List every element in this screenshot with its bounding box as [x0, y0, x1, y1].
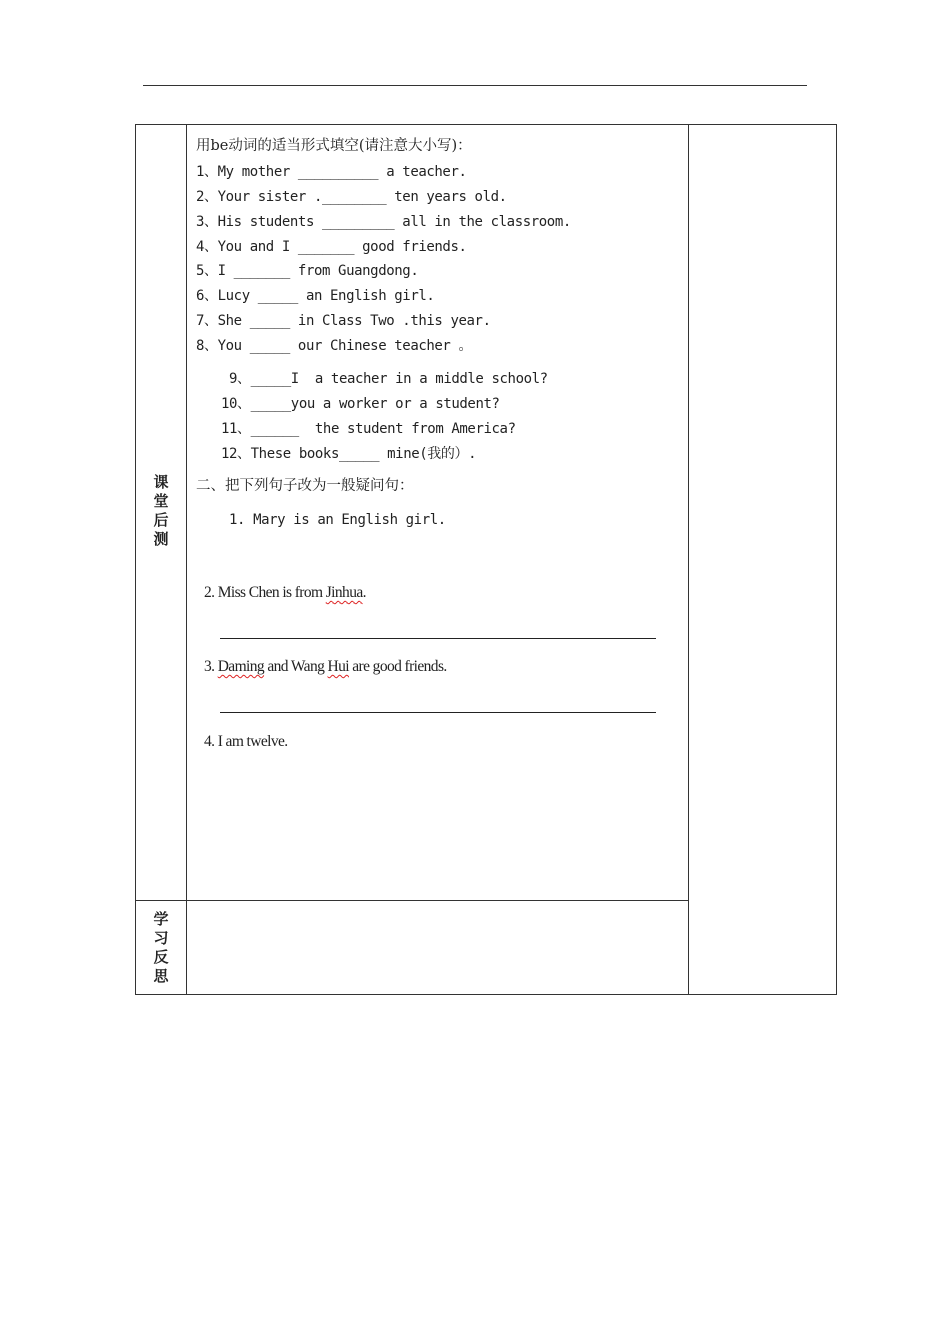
label-char: 测: [153, 530, 169, 548]
rewrite-sentence: 4. I am twelve.: [204, 733, 288, 750]
exercise-item: 9、_____I a teacher in a middle school?: [229, 371, 548, 387]
section-label-reflection: [136, 910, 186, 986]
exercise-item: 3、His students _________ all in the classroom.: [196, 214, 571, 230]
label-char: 课: [153, 473, 169, 491]
row-divider: [136, 900, 689, 901]
worksheet-table: [135, 124, 837, 995]
exercise-item: 10、_____you a worker or a student?: [221, 396, 500, 412]
header-rule: [143, 85, 807, 86]
spellcheck-word: Jinhua: [325, 584, 363, 601]
label-char: 堂: [153, 492, 169, 510]
label-char: 习: [153, 929, 169, 947]
label-char: 思: [153, 967, 169, 985]
spellcheck-word: Hui: [327, 658, 349, 675]
sentence-text: and Wang: [264, 658, 328, 675]
rewrite-sentence: 3. Daming and Wang Hui are good friends.: [204, 658, 447, 675]
label-char: 反: [153, 948, 169, 966]
sentence-text: 2. Miss Chen is from: [204, 584, 326, 601]
exercise-item: 8、You _____ our Chinese teacher 。: [196, 338, 473, 354]
part-two-instruction: 二、把下列句子改为一般疑问句：: [196, 478, 414, 494]
exercise-item: 5、I _______ from Guangdong.: [196, 263, 419, 279]
spellcheck-word: Daming: [217, 658, 265, 675]
exercise-item: 11、______ the student from America?: [221, 421, 516, 437]
label-column-divider: [186, 125, 187, 994]
label-char: 学: [153, 910, 169, 928]
section-label-after-class-test: [136, 473, 186, 549]
exercise-item: 1、My mother __________ a teacher.: [196, 164, 467, 180]
part-one-instruction: 用be动词的适当形式填空(请注意大小写)：: [196, 138, 472, 154]
rewrite-sentence: [204, 584, 366, 602]
sentence-text: .: [362, 584, 366, 601]
exercise-item: 6、Lucy _____ an English girl.: [196, 288, 435, 304]
answer-line: [220, 712, 656, 713]
sentence-text: are good friends.: [349, 658, 447, 675]
rewrite-sentence: 1. Mary is an English girl.: [229, 512, 446, 528]
exercise-item: 2、Your sister .________ ten years old.: [196, 189, 507, 205]
answer-line: [220, 638, 656, 639]
exercise-item: 12、These books_____ mine(我的）.: [221, 446, 477, 462]
exercise-item: 4、You and I _______ good friends.: [196, 239, 467, 255]
label-char: 后: [153, 511, 169, 529]
notes-column-divider: [688, 125, 689, 994]
exercise-item: 7、She _____ in Class Two .this year.: [196, 313, 491, 329]
